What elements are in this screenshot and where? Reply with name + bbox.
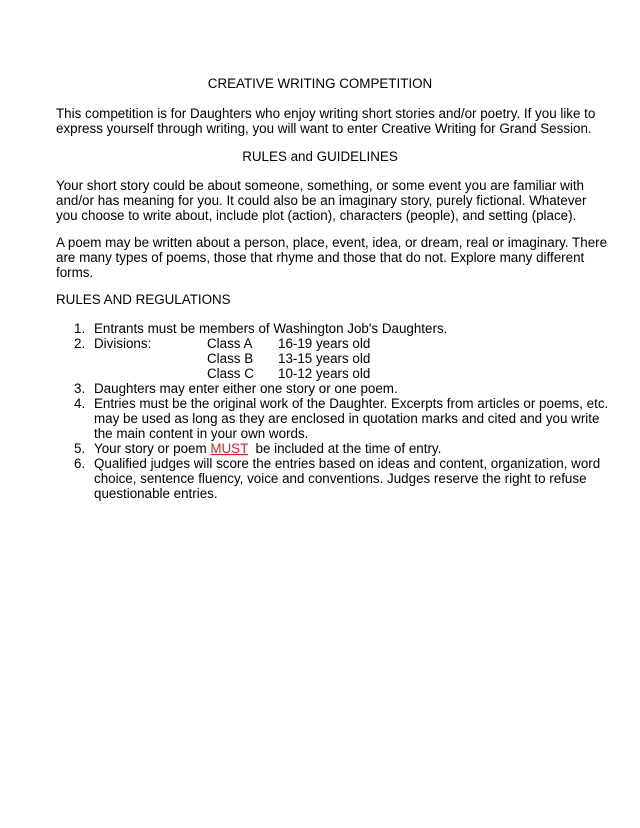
rule-text: Daughters may enter either one story or one poem. xyxy=(94,381,398,396)
division-row xyxy=(94,336,594,351)
rule-4 xyxy=(74,396,609,441)
rule-number: 3. xyxy=(74,381,86,396)
rule-2-divisions xyxy=(74,336,594,381)
rule-number: 6. xyxy=(74,456,86,471)
document-title: CREATIVE WRITING COMPETITION xyxy=(207,76,433,91)
story-line: you choose to write about, include plot (action), characters (people), and setting (place). xyxy=(56,208,577,223)
rule-number: 5. xyxy=(74,441,86,456)
division-row xyxy=(94,351,594,366)
division-class: Class B xyxy=(207,351,254,366)
poem-line: forms. xyxy=(56,265,94,280)
story-line: Your short story could be about someone, something, or some event you are familiar with xyxy=(56,178,584,193)
division-row xyxy=(94,366,594,381)
poem-line: A poem may be written about a person, place, event, idea, or dream, real or imaginary. There xyxy=(56,235,608,250)
rules-list xyxy=(74,321,609,501)
story-paragraph xyxy=(56,178,587,223)
division-ages: 13-15 years old xyxy=(278,351,371,366)
rule-5 xyxy=(74,441,594,456)
rule-text-line: may be used as long as they are enclosed in quotation marks and cited and you write xyxy=(94,411,600,426)
rule-text-line: choice, sentence fluency, voice and conventions. Judges reserve the right to refuse xyxy=(94,471,587,486)
rule-text-line: the main content in your own words. xyxy=(94,426,309,441)
rule-1 xyxy=(74,321,594,336)
rule-6 xyxy=(74,456,601,501)
poem-paragraph xyxy=(56,235,608,280)
division-ages: 16-19 years old xyxy=(278,336,371,351)
rule-text: Entrants must be members of Washington Job's Daughters. xyxy=(94,321,448,336)
must-emphasis: MUST xyxy=(210,441,249,456)
division-class: Class A xyxy=(207,336,253,351)
rule-number: 4. xyxy=(74,396,86,411)
rule-text-line: questionable entries. xyxy=(94,486,218,501)
rule-text-line: Qualified judges will score the entries based on ideas and content, organization, word xyxy=(94,456,601,471)
story-line: and/or has meaning for you. It could also be an imaginary story, purely fictional. Whatever xyxy=(56,193,587,208)
poem-line: are many types of poems, those that rhyme and those that do not. Explore many different xyxy=(56,250,585,265)
regulations-heading: RULES AND REGULATIONS xyxy=(56,292,231,307)
divisions-label: Divisions: xyxy=(94,336,152,351)
rule-text-before: Your story or poem xyxy=(94,441,211,456)
intro-line: This competition is for Daughters who enjoy writing short stories and/or poetry. If you like to xyxy=(56,106,596,121)
guidelines-heading: RULES and GUIDELINES xyxy=(242,149,398,164)
rule-text-after: be included at the time of entry. xyxy=(248,441,442,456)
rule-number: 1. xyxy=(74,321,86,336)
division-class: Class C xyxy=(207,366,254,381)
intro-paragraph xyxy=(56,106,596,136)
division-ages: 10-12 years old xyxy=(278,366,371,381)
rule-3 xyxy=(74,381,594,396)
rule-number: 2. xyxy=(74,336,86,351)
rule-text-line: Entries must be the original work of the Daughter. Excerpts from articles or poems, etc. xyxy=(94,396,609,411)
intro-line: express yourself through writing, you will want to enter Creative Writing for Grand Session. xyxy=(56,121,592,136)
